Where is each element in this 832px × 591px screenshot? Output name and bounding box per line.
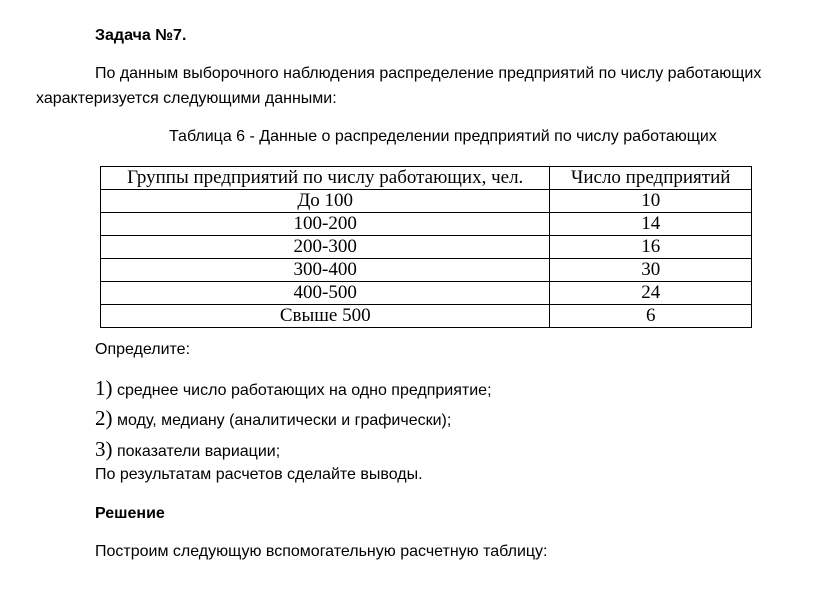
- table-header-row: [101, 167, 752, 190]
- task-number: 3): [95, 437, 113, 461]
- task-item: [95, 376, 492, 401]
- task-text: среднее число работающих на одно предприятие;: [116, 382, 492, 399]
- task-title: Задача №7.: [95, 27, 187, 44]
- group-cell: Свыше 500: [101, 305, 550, 328]
- task-number: 1): [95, 376, 113, 400]
- task-text: моду, медиану (аналитически и графически);: [116, 412, 452, 429]
- group-cell: 200-300: [101, 236, 550, 259]
- count-cell: 10: [550, 190, 752, 213]
- group-cell: До 100: [101, 190, 550, 213]
- group-cell: 300-400: [101, 259, 550, 282]
- determine-label: Определите:: [95, 341, 191, 358]
- count-cell: 14: [550, 213, 752, 236]
- table-row: [101, 305, 752, 328]
- intro-text-line-2: характеризуется следующими данными:: [36, 90, 337, 107]
- table-row: [101, 213, 752, 236]
- table-row: [101, 190, 752, 213]
- header-cell-groups: Группы предприятий по числу работающих, чел.: [101, 167, 550, 190]
- table-row: [101, 259, 752, 282]
- count-cell: 16: [550, 236, 752, 259]
- conclusion-instruction: По результатам расчетов сделайте выводы.: [95, 466, 423, 483]
- header-cell-count: Число предприятий: [550, 167, 752, 190]
- distribution-table: [100, 166, 752, 328]
- group-cell: 400-500: [101, 282, 550, 305]
- table-row: [101, 236, 752, 259]
- intro-text-line-1: По данным выборочного наблюдения распределение предприятий по числу работающих: [95, 65, 762, 82]
- table-caption: Таблица 6 - Данные о распределении предприятий по числу работающих: [169, 128, 717, 145]
- count-cell: 6: [550, 305, 752, 328]
- group-cell: 100-200: [101, 213, 550, 236]
- solution-heading: Решение: [95, 505, 165, 522]
- task-text: показатели вариации;: [116, 443, 281, 460]
- task-item: [95, 437, 280, 462]
- task-item: [95, 406, 451, 431]
- count-cell: 24: [550, 282, 752, 305]
- table-row: [101, 282, 752, 305]
- count-cell: 30: [550, 259, 752, 282]
- task-number: 2): [95, 406, 113, 430]
- build-table-text: Построим следующую вспомогательную расчетную таблицу:: [95, 543, 548, 560]
